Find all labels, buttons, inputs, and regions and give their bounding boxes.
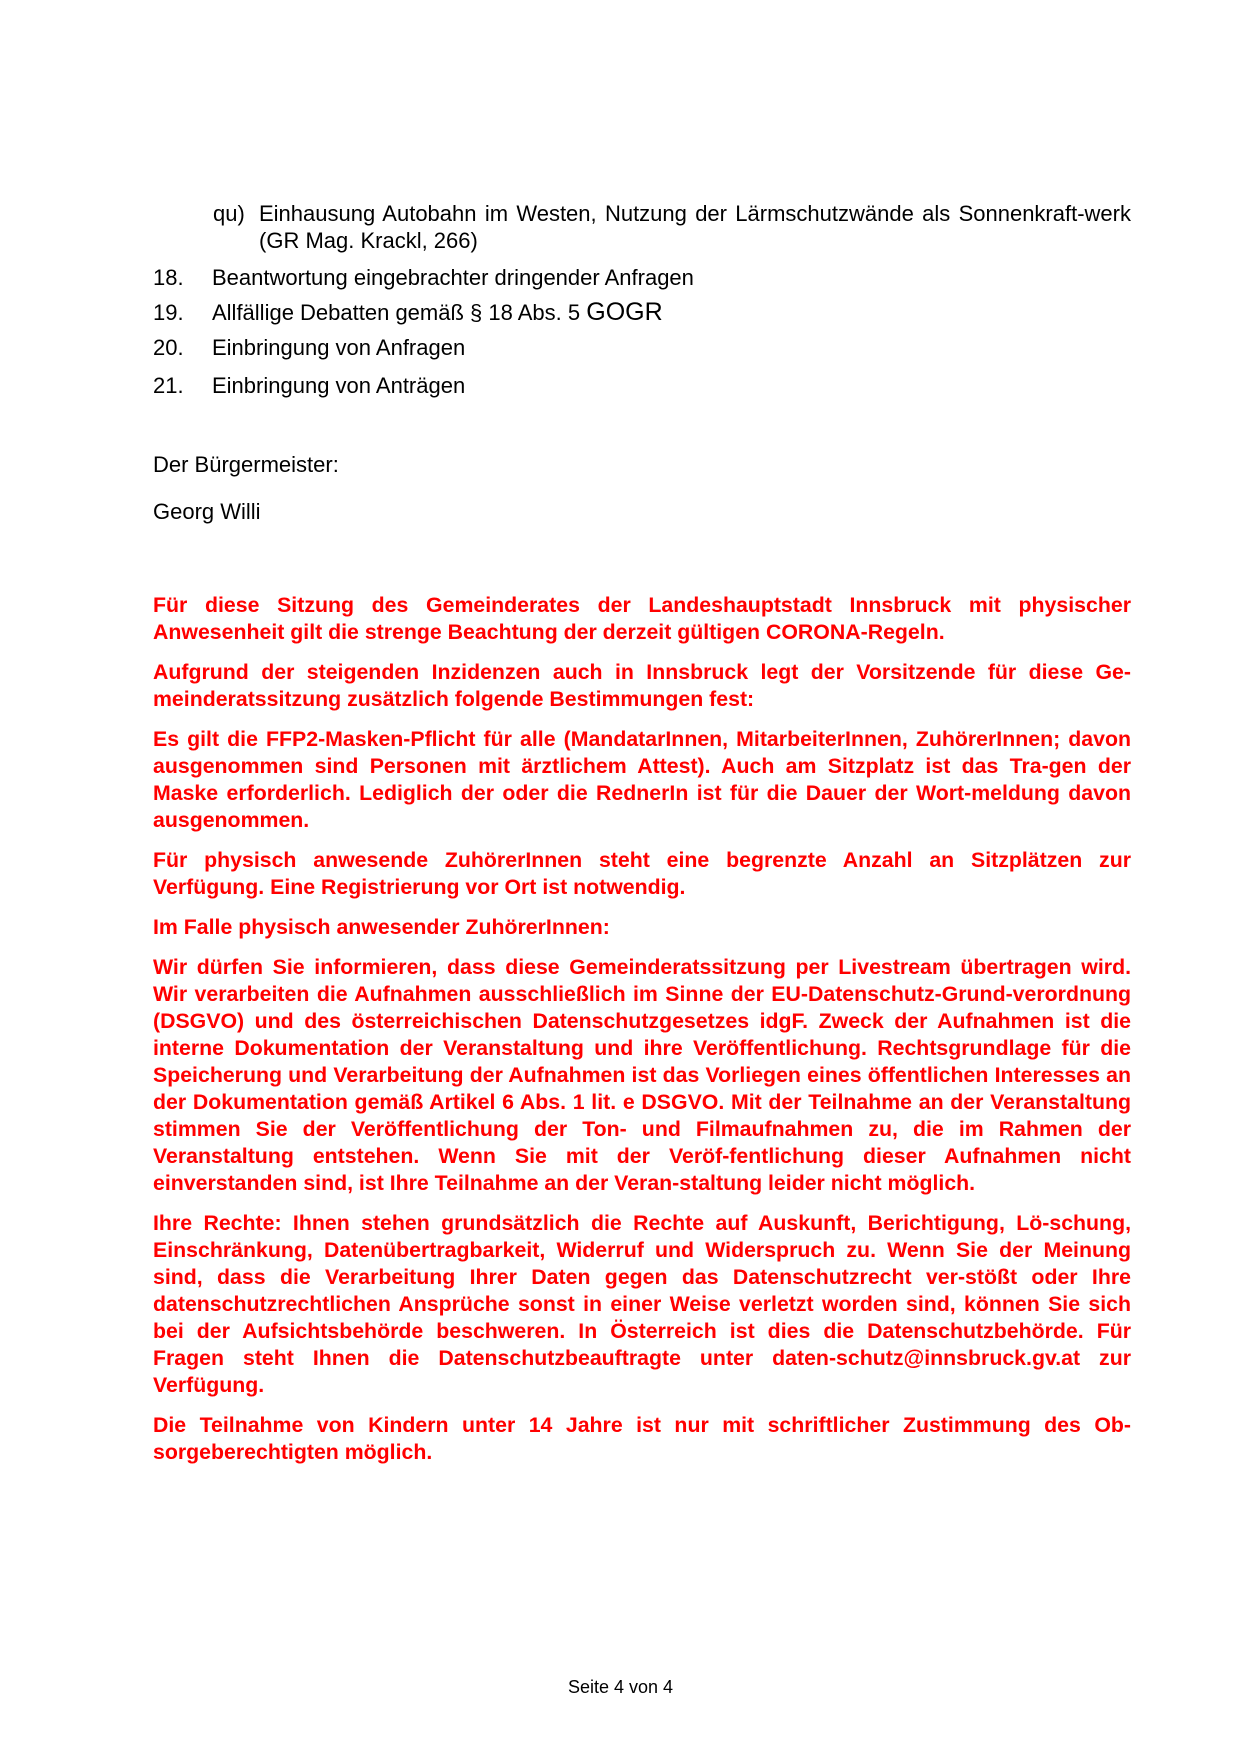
notice-paragraph: Für diese Sitzung des Gemeinderates der Landeshauptstadt Innsbruck mit physischer Anwesenheit gilt die strenge Beachtung der derzeit gültigen CORONA-Regeln. (153, 593, 1131, 644)
notice-paragraph: Aufgrund der steigenden Inzidenzen auch in Innsbruck legt der Vorsitzende für diese Ge-meinderatssitzung zusätzlich folgende Bestimmungen fest: (153, 660, 1131, 711)
agenda-item-text: Einbringung von Anfragen (212, 335, 466, 360)
document-body (153, 200, 1131, 1479)
agenda-item-number: 20. (153, 335, 184, 360)
agenda-item-text: Beantwortung eingebrachter dringender Anfragen (212, 265, 694, 290)
notice-paragraph: Die Teilnahme von Kindern unter 14 Jahre ist nur mit schriftlicher Zustimmung des Ob-sorgeberechtigten möglich. (153, 1413, 1131, 1464)
agenda-subitem-qu (153, 200, 1131, 254)
notice-paragraph: Ihre Rechte: Ihnen stehen grundsätzlich die Rechte auf Auskunft, Berichtigung, Lö-schung, Einschränkung, Datenübertragbarkeit, Widerruf und Widerspruch zu. Wenn Sie der Meinung sind, dass die Verarbeitung Ihrer Daten gegen das Datenschutzrecht ver-stößt oder Ihre datenschutzrechtlichen Ansprüche sonst in einer Weise verletzt worden sind, können Sie sich bei der Aufsichtsbehörde beschweren. In Österreich ist dies die Datenschutzbehörde. Für Fragen steht Ihnen die Datenschutzbeauftragte unter daten-schutz@innsbruck.gv.at zur Verfügung. (153, 1211, 1131, 1397)
signature-name: Georg Willi (153, 499, 261, 524)
agenda-item-20 (153, 334, 1131, 361)
agenda-item-text: Allfällige Debatten gemäß § 18 Abs. 5 (212, 300, 581, 325)
page-number: Seite 4 von 4 (567, 1677, 674, 1697)
agenda-item-number: 21. (153, 373, 184, 398)
notice-paragraph: Es gilt die FFP2-Masken-Pflicht für alle (MandatarInnen, MitarbeiterInnen, ZuhörerInnen; davon ausgenommen sind Personen mit ärztlichem Attest). Auch am Sitzplatz ist das Tra-gen der Maske erforderlich. Lediglich der oder die RednerIn ist für die Dauer der Wort-meldung davon ausgenommen. (153, 727, 1131, 832)
subitem-text: Einhausung Autobahn im Westen, Nutzung der Lärmschutzwände als Sonnenkraft-werk (GR Mag. Krackl, 266) (259, 201, 1131, 253)
notice-paragraph: Für physisch anwesende ZuhörerInnen steht eine begrenzte Anzahl an Sitzplätzen zur Verfügung. Eine Registrierung vor Ort ist notwendig. (153, 848, 1131, 899)
agenda-item-text-gogr: GOGR (586, 298, 663, 326)
agenda-item-19 (153, 299, 1131, 326)
notice-paragraph: Im Falle physisch anwesender ZuhörerInnen: (153, 915, 610, 939)
notice-paragraph: Wir dürfen Sie informieren, dass diese Gemeinderatssitzung per Livestream übertragen wird. Wir verarbeiten die Aufnahmen ausschließlich im Sinne der EU-Datenschutz-Grund-verordnung (DSGVO) und des österreichischen Datenschutzgesetzes idgF. Zweck der Aufnahmen ist die interne Dokumentation der Veranstaltung und ihre Veröffentlichung. Rechtsgrundlage für die Speicherung und Verarbeitung der Aufnahmen ist das Vorliegen eines öffentlichen Interesses an der Dokumentation gemäß Artikel 6 Abs. 1 lit. e DSGVO. Mit der Teilnahme an der Veranstaltung stimmen Sie der Veröffentlichung der Ton- und Filmaufnahmen zu, die im Rahmen der Veranstaltung entstehen. Wenn Sie mit der Veröf-fentlichung dieser Aufnahmen nicht einverstanden sind, ist Ihre Teilnahme an der Veran-staltung leider nicht möglich. (153, 955, 1131, 1195)
agenda-item-21 (153, 372, 1131, 399)
agenda-item-text: Einbringung von Anträgen (212, 373, 466, 398)
agenda-item-number: 19. (153, 300, 184, 325)
subitem-label: qu) (213, 201, 245, 226)
corona-notice (153, 592, 1131, 1466)
agenda-item-number: 18. (153, 265, 184, 290)
signature-role: Der Bürgermeister: (153, 452, 339, 477)
agenda-item-18 (153, 264, 1131, 291)
